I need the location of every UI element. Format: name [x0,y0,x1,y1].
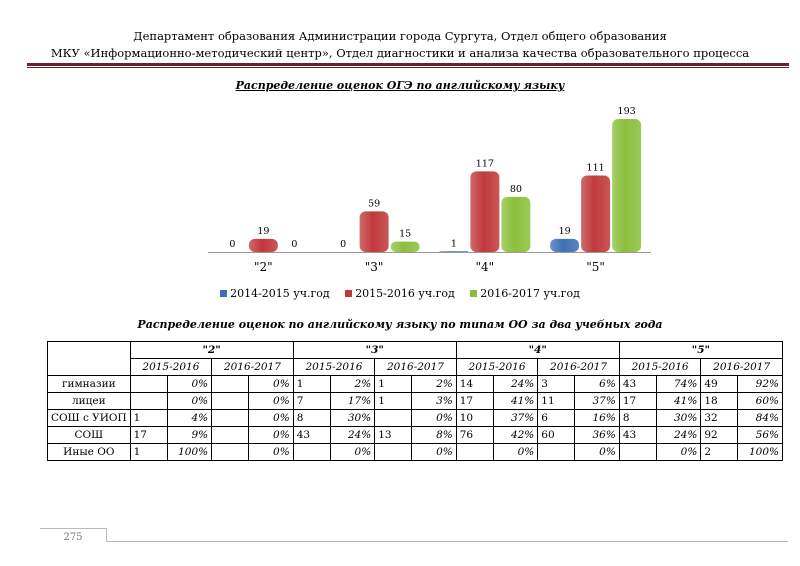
data-label: 19 [257,225,270,237]
count-cell: 60 [538,427,575,444]
header-line-2: МКУ «Информационно-методический центр», Отдел диагностики и анализа качества образовательного процесса [50,46,750,60]
corner-cell [48,342,131,376]
grades-by-school-type-table [47,341,783,461]
data-label: 0 [291,239,298,250]
count-cell: 11 [538,393,575,410]
percent-cell: 0% [249,376,294,393]
count-cell: 18 [701,393,738,410]
year-header: 2016-2017 [375,359,457,376]
chart-legend [0,287,800,300]
header-rule-thick [27,63,789,66]
percent-cell: 0% [249,427,294,444]
percent-cell: 8% [412,427,457,444]
percent-cell: 0% [167,393,212,410]
count-cell: 43 [293,427,330,444]
year-header: 2015-2016 [619,359,701,376]
percent-cell: 2% [330,376,375,393]
count-cell: 1 [130,444,167,461]
legend-label: 2014-2015 уч.год [230,287,330,300]
count-cell: 6 [538,410,575,427]
percent-cell: 0% [249,393,294,410]
percent-cell: 9% [167,427,212,444]
year-header: 2016-2017 [538,359,620,376]
data-label: 193 [617,106,636,117]
count-cell [619,444,656,461]
bar-3-2 [391,242,420,252]
percent-cell: 0% [330,444,375,461]
percent-cell: 30% [656,410,701,427]
grade-header: "4" [456,342,619,359]
count-cell [375,410,412,427]
legend-swatch [470,290,477,297]
count-cell: 13 [375,427,412,444]
grade-header: "2" [130,342,293,359]
category-label: "5" [586,260,605,274]
count-cell: 14 [456,376,493,393]
percent-cell: 84% [738,410,783,427]
category-label: "2" [254,260,273,274]
percent-cell: 0% [656,444,701,461]
bar-1-3 [439,251,468,252]
legend-label: 2016-2017 уч.год [480,287,580,300]
school-type-label: СОШ с УИОП [48,410,131,427]
bar-2-4 [581,176,610,252]
percent-cell: 37% [493,410,538,427]
percent-cell: 92% [738,376,783,393]
category-label: "4" [475,260,495,274]
percent-cell: 30% [330,410,375,427]
legend-swatch [345,290,352,297]
percent-cell: 41% [656,393,701,410]
count-cell: 1 [130,410,167,427]
legend-item-2015-2016 [345,287,455,300]
count-cell: 8 [293,410,330,427]
grade-header-row [48,342,783,359]
percent-cell: 0% [412,444,457,461]
header-line-1: Департамент образования Администрации города Сургута, Отдел общего образования [133,29,667,43]
percent-cell: 100% [738,444,783,461]
data-label: 15 [399,228,412,240]
percent-cell: 6% [575,376,620,393]
count-cell [212,393,249,410]
count-cell [130,393,167,410]
count-cell: 92 [701,427,738,444]
count-cell [212,410,249,427]
count-cell [212,444,249,461]
count-cell: 1 [375,376,412,393]
percent-cell: 0% [249,410,294,427]
count-cell: 49 [701,376,738,393]
percent-cell: 16% [575,410,620,427]
bar-3-4 [612,119,641,252]
percent-cell: 56% [738,427,783,444]
count-cell: 17 [130,427,167,444]
count-cell: 17 [456,393,493,410]
bar-1-4 [550,239,579,252]
percent-cell: 42% [493,427,538,444]
percent-cell: 24% [656,427,701,444]
data-label: 0 [340,239,347,250]
data-label: 59 [368,198,381,210]
count-cell: 3 [538,376,575,393]
count-cell: 8 [619,410,656,427]
percent-cell: 37% [575,393,620,410]
footer-rule-vertical [106,528,107,542]
table-row [48,427,783,444]
percent-cell: 74% [656,376,701,393]
data-label: 111 [586,162,605,174]
chart-title: Распределение оценок ОГЭ по английскому языку [235,79,565,92]
count-cell [293,444,330,461]
data-label: 1 [450,238,457,250]
count-cell: 32 [701,410,738,427]
category-label: "3" [364,260,384,274]
bar-2-3 [470,171,499,252]
count-cell: 10 [456,410,493,427]
count-cell: 2 [701,444,738,461]
count-cell [456,444,493,461]
footer-rule-bottom [106,541,788,542]
percent-cell: 0% [575,444,620,461]
count-cell: 17 [619,393,656,410]
table-row [48,410,783,427]
percent-cell: 4% [167,410,212,427]
year-header: 2015-2016 [130,359,212,376]
legend-item-2016-2017 [470,287,580,300]
percent-cell: 36% [575,427,620,444]
school-type-label: гимназии [48,376,131,393]
count-cell: 43 [619,376,656,393]
count-cell: 1 [375,393,412,410]
percent-cell: 60% [738,393,783,410]
page-number: 275 [63,532,83,543]
percent-cell: 2% [412,376,457,393]
count-cell [212,427,249,444]
percent-cell: 24% [493,376,538,393]
table-row [48,393,783,410]
percent-cell: 17% [330,393,375,410]
count-cell: 76 [456,427,493,444]
legend-item-2014-2015 [220,287,330,300]
data-label: 80 [509,183,522,195]
data-label: 0 [229,239,236,250]
school-type-label: СОШ [48,427,131,444]
bar-3-3 [501,197,530,252]
table-title: Распределение оценок по английскому языку по типам ОО за два учебных года [137,318,663,331]
table-row [48,444,783,461]
bar-2-2 [360,211,389,252]
year-header: 2016-2017 [212,359,294,376]
count-cell [375,444,412,461]
year-header: 2016-2017 [701,359,783,376]
header-rule-thin [27,67,789,68]
year-header: 2015-2016 [293,359,375,376]
grades-bar-chart [0,95,800,285]
count-cell: 43 [619,427,656,444]
count-cell: 7 [293,393,330,410]
percent-cell: 0% [249,444,294,461]
grade-header: "5" [619,342,782,359]
percent-cell: 24% [330,427,375,444]
table-row [48,376,783,393]
count-cell [130,376,167,393]
data-label: 117 [475,158,494,170]
footer-rule [40,528,106,529]
year-header-row [48,359,783,376]
count-cell [212,376,249,393]
percent-cell: 0% [493,444,538,461]
percent-cell: 0% [412,410,457,427]
school-type-label: Иные ОО [48,444,131,461]
count-cell [538,444,575,461]
grade-header: "3" [293,342,456,359]
year-header: 2015-2016 [456,359,538,376]
legend-swatch [220,290,227,297]
percent-cell: 100% [167,444,212,461]
legend-label: 2015-2016 уч.год [355,287,455,300]
school-type-label: лицеи [48,393,131,410]
count-cell: 1 [293,376,330,393]
percent-cell: 0% [167,376,212,393]
data-label: 19 [558,225,571,237]
percent-cell: 41% [493,393,538,410]
percent-cell: 3% [412,393,457,410]
bar-2-1 [249,239,278,252]
